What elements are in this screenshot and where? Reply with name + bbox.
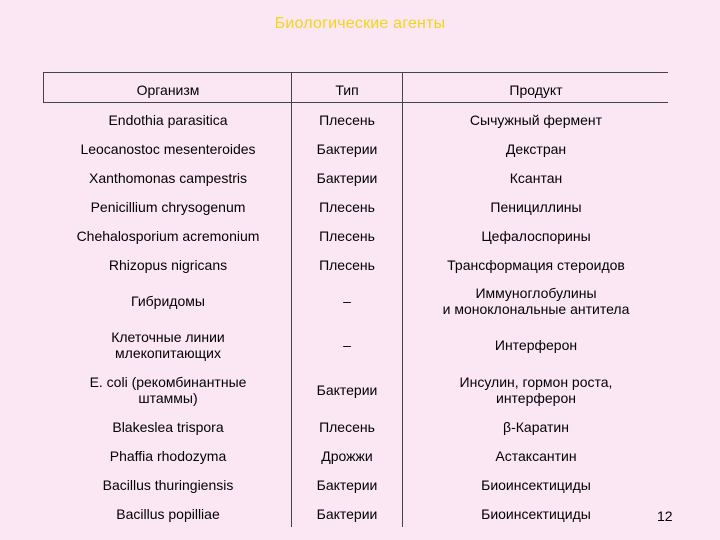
product-cell: Биоинсектициды (481, 477, 591, 493)
type-cell: Бактерии (316, 141, 378, 157)
organism-cell: Phaffia rhodozyma (109, 448, 227, 464)
organism-cell-line: E. coli (рекомбинантные (89, 374, 247, 390)
organism-cell: Bacillus thuringiensis (102, 477, 234, 493)
product-cell (403, 285, 669, 317)
table-left-border (43, 72, 44, 103)
type-cell: Плесень (319, 257, 375, 273)
organism-cell (45, 329, 291, 361)
product-cell: Ксантан (509, 170, 563, 186)
organism-cell: Xanthomonas campestris (89, 170, 247, 186)
type-cell: – (343, 337, 351, 353)
type-cell: Дрожжи (321, 448, 373, 464)
organism-cell: Endothia parasitica (108, 112, 228, 128)
product-cell-line: Инсулин, гормон роста, (459, 374, 613, 390)
organism-cell: Penicillium chrysogenum (90, 199, 246, 215)
product-cell: Трансформация стероидов (447, 257, 625, 273)
product-cell-line: интерферон (496, 390, 576, 406)
product-cell: Биоинсектициды (481, 506, 591, 522)
organism-cell (45, 374, 291, 406)
product-cell-line: и моноклональные антитела (442, 301, 630, 317)
organism-cell: Bacillus popilliae (116, 506, 220, 522)
type-cell: Бактерии (316, 477, 378, 493)
organism-cell-line: млекопитающих (115, 345, 221, 361)
type-cell: Плесень (319, 112, 375, 128)
organism-cell: Гибридомы (131, 293, 205, 309)
page-number: 12 (657, 508, 673, 524)
type-cell: Плесень (319, 228, 375, 244)
product-cell (403, 374, 669, 406)
organism-cell: Rhizopus nigricans (108, 257, 228, 273)
table-header-border (43, 102, 668, 103)
type-cell: Плесень (319, 419, 375, 435)
product-cell: Декстран (505, 141, 567, 157)
organism-cell-line: Клеточные линии (111, 329, 225, 345)
table-top-border (43, 72, 668, 73)
type-cell: Бактерии (316, 170, 378, 186)
product-cell: Астаксантин (495, 448, 577, 464)
organism-cell-line: штаммы) (138, 390, 198, 406)
type-cell: – (343, 293, 351, 309)
organism-cell: Leocanostoc mesenteroides (80, 141, 256, 157)
organism-cell: Chehalosporium acremonium (76, 228, 260, 244)
column-header: Организм (136, 82, 200, 98)
page-title: Биологические агенты (274, 15, 446, 32)
type-cell: Бактерии (316, 506, 378, 522)
product-cell: β-Каратин (503, 419, 569, 435)
product-cell: Пенициллины (490, 199, 582, 215)
product-cell: Интерферон (494, 337, 578, 353)
column-header: Продукт (509, 82, 563, 98)
product-cell: Цефалоспорины (481, 228, 591, 244)
type-cell: Бактерии (316, 382, 378, 398)
type-cell: Плесень (319, 199, 375, 215)
organism-cell: Blakeslea trispora (112, 419, 224, 435)
product-cell-line: Иммуноглобулины (475, 285, 597, 301)
column-header: Тип (335, 82, 359, 98)
product-cell: Сычужный фермент (469, 112, 603, 128)
